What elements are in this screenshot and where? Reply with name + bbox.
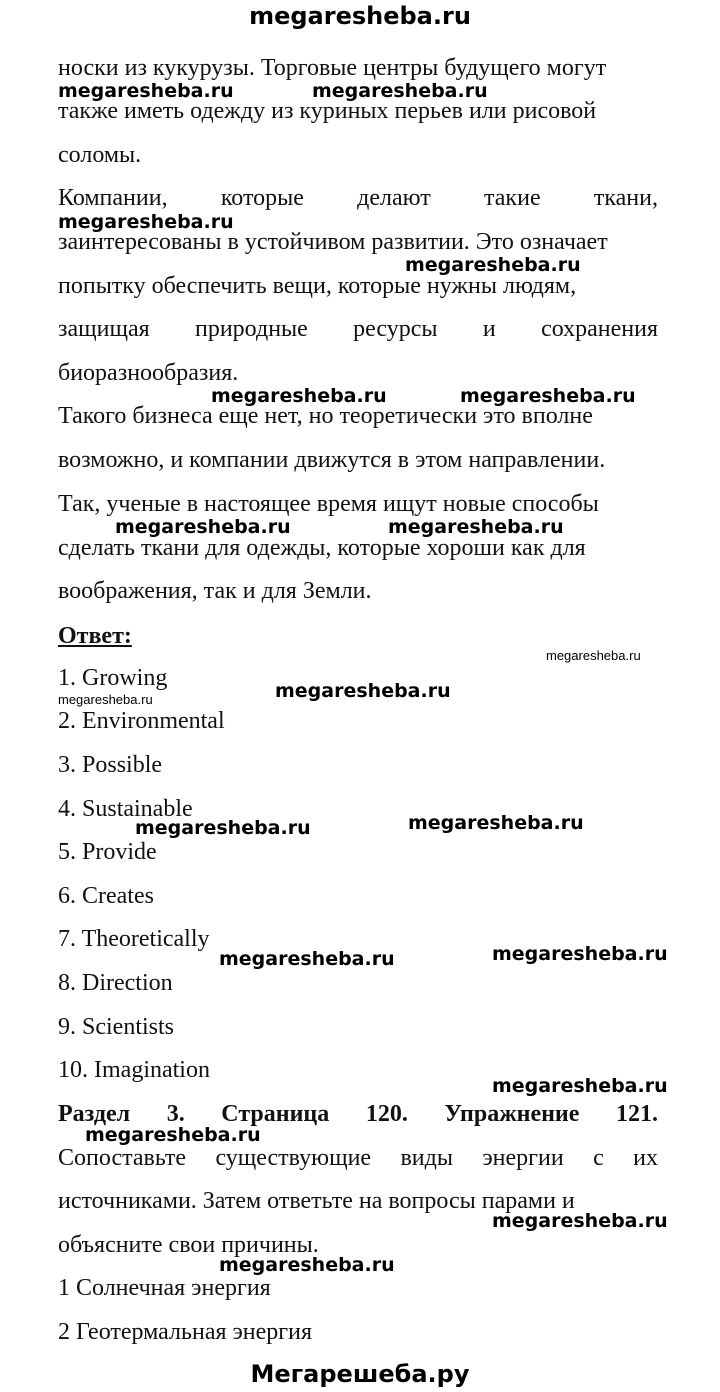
answer-item: 6. Creates xyxy=(58,883,154,909)
text-line: заинтересованы в устойчивом развитии. Это означает xyxy=(58,229,608,255)
watermark: megaresheba.ru xyxy=(135,817,311,839)
word: Упражнение xyxy=(444,1101,580,1127)
text-line xyxy=(58,184,658,212)
word: Компании, xyxy=(58,185,168,211)
word: 120. xyxy=(365,1101,408,1127)
text-line: объясните свои причины. xyxy=(58,1232,319,1258)
watermark: megaresheba.ru xyxy=(115,516,291,538)
watermark: megaresheba.ru xyxy=(58,692,153,707)
text-line: соломы. xyxy=(58,142,142,168)
site-footer[interactable]: Мегарешеба.ру xyxy=(250,1360,470,1388)
text-line: попытку обеспечить вещи, которые нужны людям, xyxy=(58,273,577,299)
answer-title: Ответ: xyxy=(58,623,132,649)
word: такие xyxy=(484,185,541,211)
watermark: megaresheba.ru xyxy=(492,1210,668,1232)
watermark: megaresheba.ru xyxy=(408,812,584,834)
word: и xyxy=(482,316,496,342)
text-line: возможно, и компании движутся в этом направлении. xyxy=(58,447,606,473)
word: 121. xyxy=(615,1101,658,1127)
watermark: megaresheba.ru xyxy=(58,211,234,233)
word: защищая xyxy=(58,316,150,342)
word: делают xyxy=(357,185,431,211)
watermark: megaresheba.ru xyxy=(388,516,564,538)
answer-item: 8. Direction xyxy=(58,970,173,996)
answer-item: 5. Provide xyxy=(58,839,157,865)
watermark: megaresheba.ru xyxy=(85,1124,261,1146)
word: Сопоставьте xyxy=(58,1145,187,1171)
watermark: megaresheba.ru xyxy=(312,80,488,102)
text-line: сделать ткани для одежды, которые хороши как для xyxy=(58,535,586,561)
word: ткани, xyxy=(593,185,658,211)
word: которые xyxy=(220,185,304,211)
answer-item: 3. Possible xyxy=(58,752,163,778)
answer-item: 7. Theoretically xyxy=(58,926,210,952)
site-header[interactable]: megaresheba.ru xyxy=(249,2,471,30)
text-line: биоразнообразия. xyxy=(58,360,239,386)
text-line: воображения, так и для Земли. xyxy=(58,578,372,604)
text-line xyxy=(58,1144,658,1172)
watermark: megaresheba.ru xyxy=(219,948,395,970)
answer-item: 9. Scientists xyxy=(58,1014,175,1040)
word: их xyxy=(633,1145,658,1171)
word: виды xyxy=(400,1145,453,1171)
answer-item: 2. Environmental xyxy=(58,708,225,734)
watermark: megaresheba.ru xyxy=(58,80,234,102)
word: ресурсы xyxy=(353,316,438,342)
answer-item: 10. Imagination xyxy=(58,1057,210,1083)
answer-item: 4. Sustainable xyxy=(58,796,193,822)
text-line: Такого бизнеса еще нет, но теоретически это вполне xyxy=(58,403,593,429)
watermark: megaresheba.ru xyxy=(492,943,668,965)
watermark: megaresheba.ru xyxy=(211,385,387,407)
list-item: 2 Геотермальная энергия xyxy=(58,1319,313,1345)
watermark: megaresheba.ru xyxy=(219,1254,395,1276)
watermark: megaresheba.ru xyxy=(460,385,636,407)
word: энергии xyxy=(482,1145,564,1171)
text-line: Так, ученые в настоящее время ищут новые способы xyxy=(58,491,599,517)
list-item: 1 Солнечная энергия xyxy=(58,1275,271,1301)
watermark: megaresheba.ru xyxy=(405,254,581,276)
text-line: источниками. Затем ответьте на вопросы парами и xyxy=(58,1188,575,1214)
text-line: также иметь одежду из куриных перьев или рисовой xyxy=(58,98,597,124)
answer-item: 1. Growing xyxy=(58,665,168,691)
watermark: megaresheba.ru xyxy=(546,648,641,663)
word: существующие xyxy=(215,1145,372,1171)
word: сохранения xyxy=(541,316,658,342)
word: Страница xyxy=(221,1101,330,1127)
word: 3. xyxy=(166,1101,185,1127)
watermark: megaresheba.ru xyxy=(492,1075,668,1097)
text-line: носки из кукурузы. Торговые центры будущего могут xyxy=(58,55,607,81)
word: Раздел xyxy=(58,1101,131,1127)
word: природные xyxy=(194,316,308,342)
watermark: megaresheba.ru xyxy=(275,680,451,702)
text-line xyxy=(58,315,658,343)
word: с xyxy=(593,1145,604,1171)
